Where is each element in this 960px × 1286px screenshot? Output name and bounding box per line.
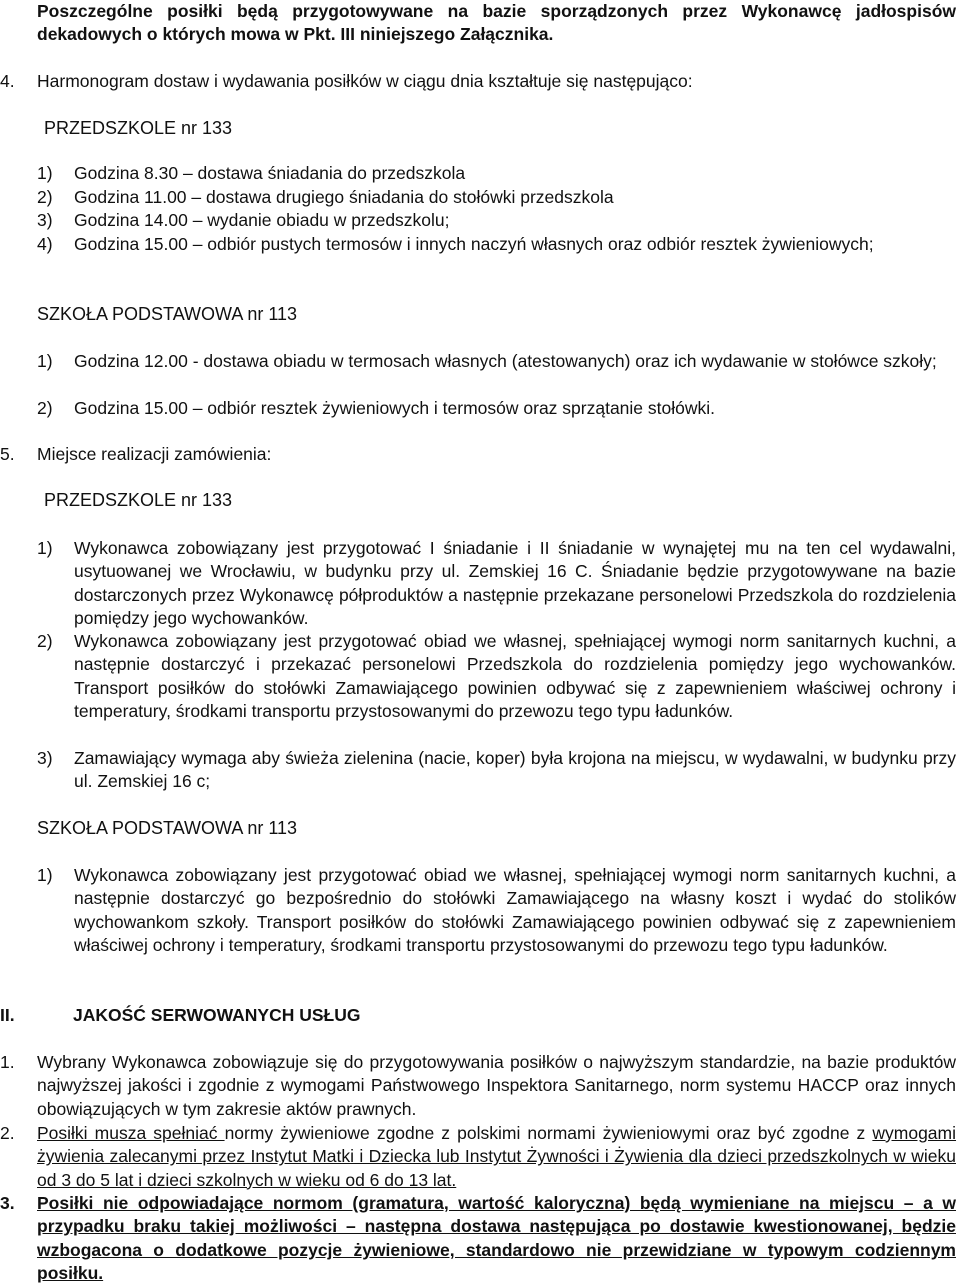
harmonogram-szkola-item-2: 2) Godzina 15.00 – odbiór resztek żywieniowych i termosów oraz sprzątanie stołówki. (37, 398, 715, 418)
harmonogram-przedszkole-item-2: 2) Godzina 11.00 – dostawa drugiego śniadania do stołówki przedszkola (37, 187, 614, 207)
point-5 (0, 443, 956, 466)
section-2-title: JAKOŚĆ SERWOWANYCH USŁUG (73, 1005, 361, 1025)
szkola-heading-2: SZKOŁA PODSTAWOWA nr 113 (37, 818, 298, 838)
miejsce-przedszkole-item-2: 2) Wykonawca zobowiązany jest przygotować obiad we własnej, spełniającej wymogi norm sanitarnych kuchni, a następnie dostarczyć i przekazać personelowi Przedszkola do rozdzielenia pomiędzy jego wychowanków. Transport posiłków do stołówki Zamawiającego powinien odbywać się z zapewnieniem właściwej ochrony i temperatury, środkami transportu przystosowanymi do przewozu tego typu ładunków. (37, 631, 956, 722)
point-4 (0, 70, 956, 93)
point-4-number: 4. (0, 71, 15, 91)
point-5-text: Miejsce realizacji zamówienia: (37, 444, 272, 464)
przedszkole-heading-2: PRZEDSZKOLE nr 133 (44, 490, 233, 510)
harmonogram-przedszkole-item-1: 1) Godzina 8.30 – dostawa śniadania do przedszkola (37, 163, 466, 183)
point-5-number: 5. (0, 444, 15, 464)
miejsce-szkola-item-1: 1) Wykonawca zobowiązany jest przygotować obiad we własnej, spełniającej wymogi norm sanitarnych kuchni, a następnie dostarczyć go bezpośrednio do stołówki Zamawiającego na własny koszt i wydać do stolików wychowankom szkoły. Transport posiłków do stołówki Zamawiającego powinien odbywać się z zapewnieniem właściwej ochrony i temperatury, środkami transportu przystosowanymi do przewozu tego typu ładunków. (37, 865, 956, 956)
harmonogram-szkola-item-1: 1) Godzina 12.00 - dostawa obiadu w termosach własnych (atestowanych) oraz ich wydawanie w stołówce szkoły; (37, 351, 937, 371)
section-2-heading (0, 1004, 956, 1027)
miejsce-przedszkole-item-3: 3) Zamawiający wymaga aby świeża zielenina (nacie, koper) była krojona na miejscu, w wydawalni, w budynku przy ul. Zemskiej 16 c; (37, 748, 956, 792)
przedszkole-heading-1: PRZEDSZKOLE nr 133 (44, 118, 233, 138)
section-2-number: II. (0, 1005, 15, 1025)
harmonogram-przedszkole-item-3: 3) Godzina 14.00 – wydanie obiadu w przedszkolu; (37, 210, 450, 230)
intro-paragraph: Poszczególne posiłki będą przygotowywane na bazie sporządzonych przez Wykonawcę jadłospisów dekadowych o których mowa w Pkt. III niniejszego Załącznika. (37, 1, 956, 45)
miejsce-przedszkole-item-1: 1) Wykonawca zobowiązany jest przygotować I śniadanie i II śniadanie w wynajętej mu na ten cel wydawalni, usytuowanej we Wrocławiu, w budynku przy ul. Zemskiej 16 C. Śniadanie będzie przygotowywane na bazie dostarczonych przez Wykonawcę półproduktów a następnie przekazane personelowi Przedszkola do rozdzielenia pomiędzy jego wychowanków. (37, 538, 956, 629)
quality-item-3: 3. Posiłki nie odpowiadające normom (gramatura, wartość kaloryczna) będą wymieniane na miejscu – a w przypadku braku takiej możliwości – następna dostawa następująca po dostawie kwestionowanej, będzie wzbogacona o dodatkowe pozycje żywieniowe, standardowo nie przewidziane w typowym codziennym posiłku. (0, 1193, 956, 1284)
harmonogram-przedszkole-item-4: 4) Godzina 15.00 – odbiór pustych termosów i innych naczyń własnych oraz odbiór resztek żywieniowych; (37, 234, 874, 254)
szkola-heading-1: SZKOŁA PODSTAWOWA nr 113 (37, 304, 298, 324)
quality-item-1: 1. Wybrany Wykonawca zobowiązuje się do przygotowywania posiłków o najwyższym standardzie, na bazie produktów najwyższej jakości i zgodnie z wymogami Państwowego Inspektora Sanitarnego, norm systemu HACCP oraz innych obowiązujących w tym zakresie aktów prawnych. (0, 1052, 956, 1119)
quality-item-2: 2. Posiłki musza spełniać normy żywieniowe zgodne z polskimi normami żywieniowymi oraz być zgodne z wymogami żywienia zalecanymi przez Instytut Matki i Dziecka lub Instytut Żywności i Żywienia dla dzieci przedszkolnych w wieku od 3 do 5 lat i dzieci szkolnych w wieku od 6 do 13 lat. (0, 1123, 957, 1190)
point-4-text: Harmonogram dostaw i wydawania posiłków w ciągu dnia kształtuje się następująco: (37, 71, 693, 91)
